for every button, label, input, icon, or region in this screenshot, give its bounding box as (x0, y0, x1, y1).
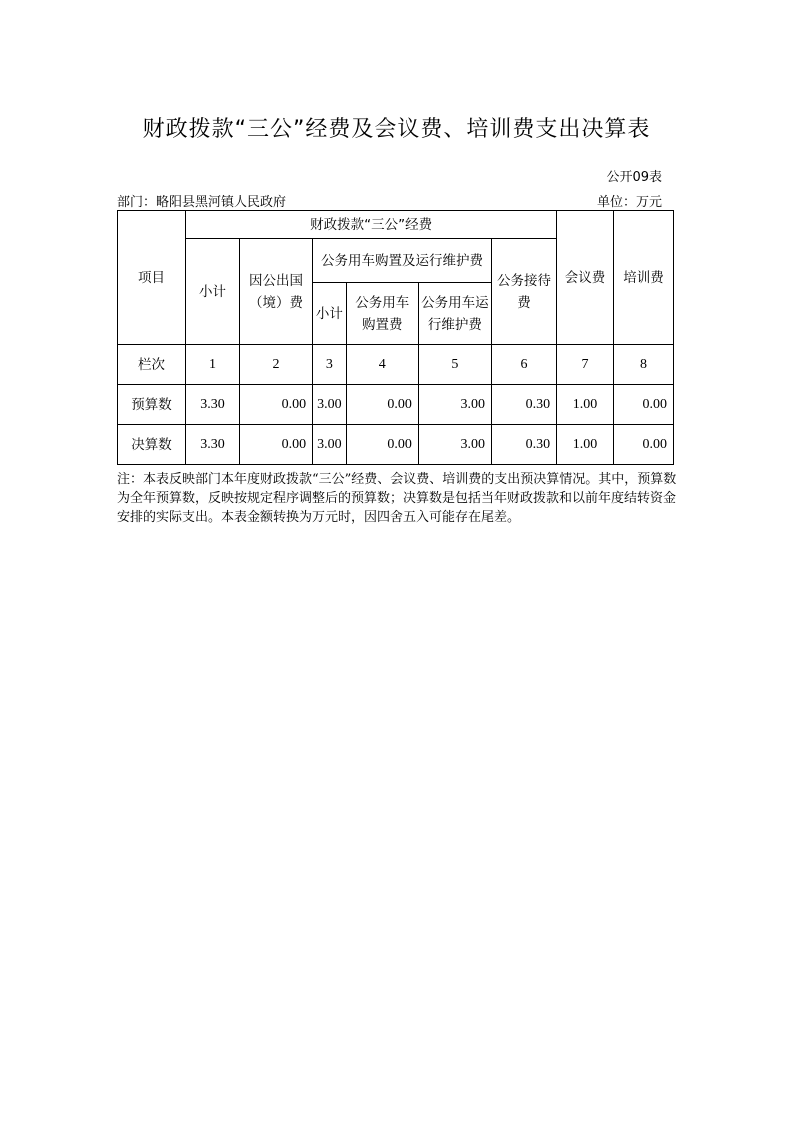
header-reception: 公务接待费 (491, 239, 556, 345)
header-sangong-group: 财政拨款“三公”经费 (186, 211, 557, 239)
header-vehicle-operation: 公务用车运行维护费 (418, 283, 491, 345)
table-cell: 2 (239, 345, 312, 385)
department-label: 部门：略阳县黑河镇人民政府 (117, 195, 287, 210)
table-cell: 1.00 (557, 425, 614, 465)
header-subtotal: 小计 (186, 239, 240, 345)
unit-label: 单位：万元 (596, 195, 662, 210)
table-cell: 1.00 (557, 385, 614, 425)
table-cell: 0.00 (613, 425, 673, 465)
header-item: 项目 (118, 211, 186, 345)
table-cell: 7 (557, 345, 614, 385)
table-cell: 0.30 (491, 385, 556, 425)
table-cell: 3.30 (186, 425, 240, 465)
table-cell: 3.00 (418, 385, 491, 425)
table-row (118, 425, 674, 465)
row-label: 决算数 (118, 425, 186, 465)
table-cell: 0.00 (346, 425, 418, 465)
table-cell: 5 (418, 345, 491, 385)
row-label: 栏次 (118, 345, 186, 385)
header-training: 培训费 (613, 211, 673, 345)
table-note: 注：本表反映部门本年度财政拨款“三公”经费、会议费、培训费的支出预决算情况。其中，预算数为全年预算数，反映按规定程序调整后的预算数；决算数是包括当年财政拨款和以前年度结转资金安排的实际支出。本表金额转换为万元时，因四舍五入可能存在尾差。 (117, 472, 677, 525)
table-row (118, 385, 674, 425)
header-vehicle-purchase: 公务用车购置费 (346, 283, 418, 345)
table-cell: 4 (346, 345, 418, 385)
table-cell: 8 (613, 345, 673, 385)
table-cell: 3.30 (186, 385, 240, 425)
header-meeting: 会议费 (557, 211, 614, 345)
form-number: 公开09表 (606, 170, 662, 185)
expenditure-table (117, 210, 674, 465)
page-title: 财政拨款“三公”经费及会议费、培训费支出决算表 (142, 117, 651, 142)
header-abroad: 因公出国（境）费 (239, 239, 312, 345)
header-vehicle-group: 公务用车购置及运行维护费 (313, 239, 492, 283)
table-cell: 3.00 (313, 425, 347, 465)
table-cell: 0.00 (239, 425, 312, 465)
table-cell: 0.00 (346, 385, 418, 425)
table-cell: 6 (491, 345, 556, 385)
table-cell: 3 (313, 345, 347, 385)
row-label: 预算数 (118, 385, 186, 425)
table-cell: 3.00 (313, 385, 347, 425)
header-vehicle-subtotal: 小计 (313, 283, 347, 345)
table-cell: 1 (186, 345, 240, 385)
table-cell: 0.00 (613, 385, 673, 425)
table-cell: 0.30 (491, 425, 556, 465)
table-cell: 3.00 (418, 425, 491, 465)
table-cell: 0.00 (239, 385, 312, 425)
table-row (118, 345, 674, 385)
